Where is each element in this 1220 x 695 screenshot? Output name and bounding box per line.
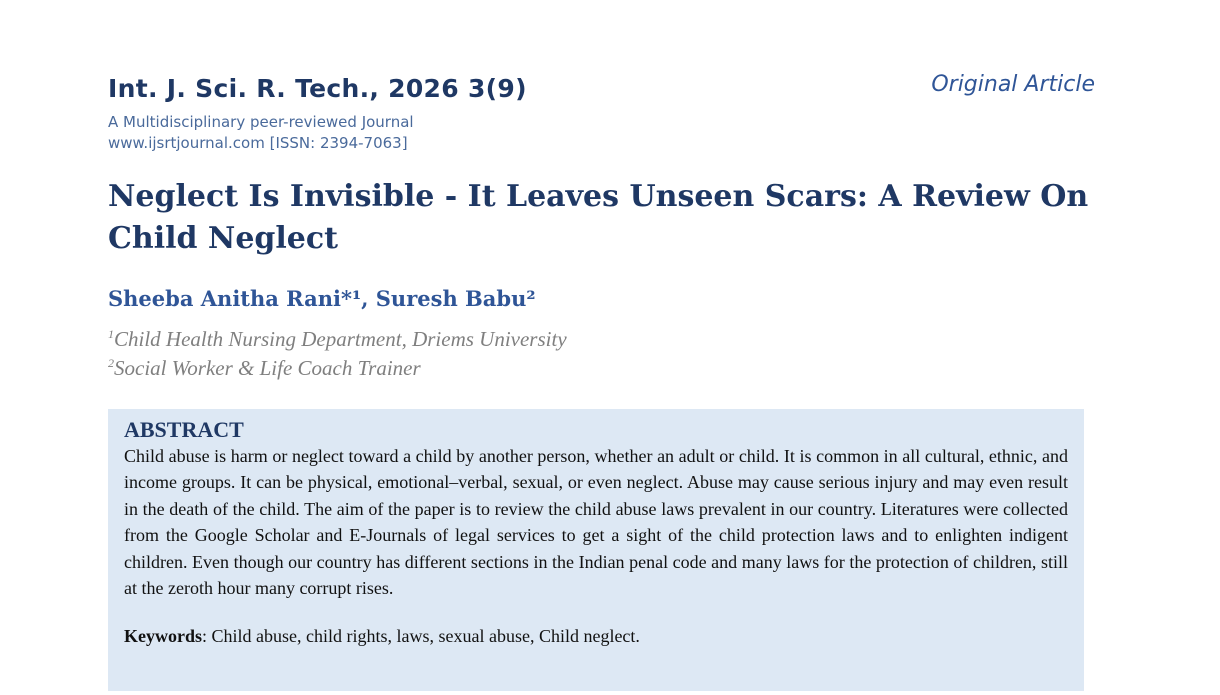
abstract-box xyxy=(108,409,1084,691)
keywords xyxy=(124,623,1068,649)
paper-title: Neglect Is Invisible - It Leaves Unseen Scars: A Review On Child Neglect xyxy=(108,179,1089,256)
affiliation-text: Social Worker & Life Coach Trainer xyxy=(114,356,421,380)
affiliation-marker: 2 xyxy=(108,356,114,370)
keywords-text: : Child abuse, child rights, laws, sexual abuse, Child neglect. xyxy=(202,626,640,647)
affiliation-text: Child Health Nursing Department, Driems University xyxy=(114,327,567,351)
journal-title: Int. J. Sci. R. Tech., 2026 3(9) xyxy=(108,74,527,103)
affiliation-2 xyxy=(108,356,421,381)
abstract-text: Child abuse is harm or neglect toward a child by another person, whether an adult or child. It is common in all cultural, ethnic, and income groups. It can be physical, emotional–verbal, sexual, or even neglect. Abuse may cause serious injury and may even result in the death of the child. The aim of the paper is to review the child abuse laws prevalent in our country. Literatures were collected from the Google Scholar and E-Journals of legal services to get a sight of the child protection laws and to enlighten indigent children. Even though our country has different sections in the Indian penal code and many laws for the protection of children, still at the zeroth hour many corrupt rises. xyxy=(124,446,1068,599)
keywords-label: Keywords xyxy=(124,626,202,647)
affiliation-marker: 1 xyxy=(108,327,114,341)
abstract-heading: ABSTRACT xyxy=(124,417,244,442)
affiliation-1 xyxy=(108,327,567,352)
journal-tagline: A Multidisciplinary peer-reviewed Journal xyxy=(108,113,414,131)
article-type-label: Original Article xyxy=(931,72,1095,97)
journal-site[interactable]: www.ijsrtjournal.com [ISSN: 2394-7063] xyxy=(108,134,408,152)
author-list: Sheeba Anitha Rani*¹, Suresh Babu² xyxy=(108,286,536,311)
